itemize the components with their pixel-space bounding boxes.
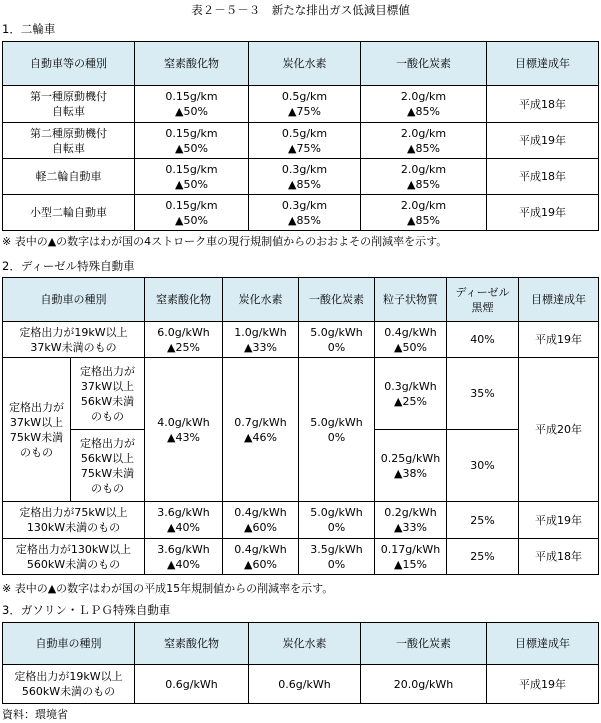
header-vehicle-type: 自動車の種別 (3, 623, 135, 665)
header-hc: 炭化水素 (249, 623, 361, 665)
cell-hc: 0.4g/kWh ▲60% (223, 502, 299, 539)
header-vehicle-type: 自動車等の種別 (3, 42, 135, 86)
cell-pm: 0.4g/kWh ▲50% (375, 322, 447, 358)
header-co: 一酸化炭素 (361, 623, 487, 665)
section-heading-diesel: 2．ディーゼル特殊自動車 (2, 259, 135, 273)
cell-smoke: 30% (447, 430, 519, 502)
cell-nox: 0.6g/kWh (135, 665, 249, 704)
cell-type: 第二種原動機付 自転車 (3, 123, 135, 159)
cell-smoke: 25% (447, 502, 519, 539)
header-target-year: 目標達成年 (487, 42, 599, 86)
cell-year: 平成19年 (519, 322, 599, 358)
cell-nox: 6.0g/kWh ▲25% (145, 322, 223, 358)
header-hc: 炭化水素 (249, 42, 361, 86)
cell-subtype-56-75kw: 定格出力が 56kW以上 75kW未満 のもの (71, 430, 145, 502)
cell-nox: 3.6g/kWh ▲40% (145, 539, 223, 575)
cell-year: 平成19年 (487, 195, 599, 231)
cell-co: 3.5g/kWh 0% (299, 539, 375, 575)
header-target-year: 目標達成年 (487, 623, 599, 665)
header-co: 一酸化炭素 (299, 278, 375, 322)
cell-co: 5.0g/kWh 0% (299, 322, 375, 358)
cell-type: 定格出力が19kW以上 37kW未満のもの (3, 322, 145, 358)
table-row (3, 195, 599, 231)
cell-co: 5.0g/kWh 0% (299, 502, 375, 539)
cell-type-37-75kw: 定格出力が 37kW以上 75kW未満 のもの (3, 358, 71, 502)
cell-smoke: 25% (447, 539, 519, 575)
cell-hc: 0.5g/km ▲75% (249, 123, 361, 159)
cell-hc: 0.3g/km ▲85% (249, 195, 361, 231)
cell-co: 2.0g/km ▲85% (361, 123, 487, 159)
header-nox: 窒素酸化物 (145, 278, 223, 322)
cell-co: 2.0g/km ▲85% (361, 159, 487, 195)
table-row (3, 665, 599, 704)
cell-nox: 4.0g/kWh ▲43% (145, 358, 223, 502)
cell-year: 平成18年 (487, 86, 599, 123)
cell-co: 20.0g/kWh (361, 665, 487, 704)
table-title: 表２－５－３ 新たな排出ガス低減目標値 (191, 3, 410, 17)
table-two-wheelers (2, 41, 599, 231)
cell-nox: 3.6g/kWh ▲40% (145, 502, 223, 539)
note-two-wheelers: ※ 表中の▲の数字はわが国の4ストローク車の現行規制値からのおおよその削減率を示す。 (2, 235, 448, 248)
table-gasoline-lpg (2, 622, 599, 704)
cell-type: 第一種原動機付 自転車 (3, 86, 135, 123)
cell-nox: 0.15g/km ▲50% (135, 159, 249, 195)
cell-smoke: 40% (447, 322, 519, 358)
header-diesel-smoke: ディーゼル 黒煙 (447, 278, 519, 322)
cell-year: 平成18年 (487, 159, 599, 195)
note-diesel: ※ 表中の▲の数字はわが国の平成15年規制値からの削減率を示す。 (2, 582, 334, 595)
cell-type: 定格出力が130kW以上 560kW未満のもの (3, 539, 145, 575)
cell-hc: 0.4g/kWh ▲60% (223, 539, 299, 575)
section-heading-gasoline-lpg: 3．ガソリン・ＬＰＧ特殊自動車 (2, 603, 171, 617)
cell-year: 平成20年 (519, 358, 599, 502)
cell-co: 2.0g/km ▲85% (361, 195, 487, 231)
cell-hc: 0.6g/kWh (249, 665, 361, 704)
cell-co: 2.0g/km ▲85% (361, 86, 487, 123)
cell-type: 小型二輪自動車 (3, 195, 135, 231)
cell-hc: 1.0g/kWh ▲33% (223, 322, 299, 358)
cell-year: 平成19年 (487, 123, 599, 159)
table-row (3, 86, 599, 123)
cell-type: 定格出力が75kW以上 130kW未満のもの (3, 502, 145, 539)
cell-type: 軽二輪自動車 (3, 159, 135, 195)
table-row (3, 539, 599, 575)
cell-pm: 0.3g/kWh ▲25% (375, 358, 447, 430)
header-nox: 窒素酸化物 (135, 42, 249, 86)
cell-nox: 0.15g/km ▲50% (135, 86, 249, 123)
header-hc: 炭化水素 (223, 278, 299, 322)
cell-co: 5.0g/kWh 0% (299, 358, 375, 502)
table-row (3, 123, 599, 159)
cell-year: 平成18年 (519, 539, 599, 575)
header-vehicle-type: 自動車の種別 (3, 278, 145, 322)
cell-year: 平成19年 (487, 665, 599, 704)
table-row (3, 358, 599, 430)
cell-nox: 0.15g/km ▲50% (135, 195, 249, 231)
table-diesel-special (2, 277, 599, 575)
cell-nox: 0.15g/km ▲50% (135, 123, 249, 159)
table-row (3, 322, 599, 358)
table-row (3, 502, 599, 539)
cell-type: 定格出力が19kW以上 560kW未満のもの (3, 665, 135, 704)
cell-hc: 0.7g/kWh ▲46% (223, 358, 299, 502)
header-pm: 粒子状物質 (375, 278, 447, 322)
cell-pm: 0.25g/kWh ▲38% (375, 430, 447, 502)
source-note: 資料：環境省 (2, 708, 68, 721)
section-heading-two-wheelers: 1．二輪車 (2, 22, 56, 36)
header-nox: 窒素酸化物 (135, 623, 249, 665)
cell-hc: 0.3g/km ▲85% (249, 159, 361, 195)
cell-hc: 0.5g/km ▲75% (249, 86, 361, 123)
header-co: 一酸化炭素 (361, 42, 487, 86)
cell-subtype-37-56kw: 定格出力が 37kW以上 56kW未満 のもの (71, 358, 145, 430)
cell-pm: 0.2g/kWh ▲33% (375, 502, 447, 539)
table-row (3, 159, 599, 195)
cell-pm: 0.17g/kWh ▲15% (375, 539, 447, 575)
cell-smoke: 35% (447, 358, 519, 430)
cell-year: 平成19年 (519, 502, 599, 539)
header-target-year: 目標達成年 (519, 278, 599, 322)
